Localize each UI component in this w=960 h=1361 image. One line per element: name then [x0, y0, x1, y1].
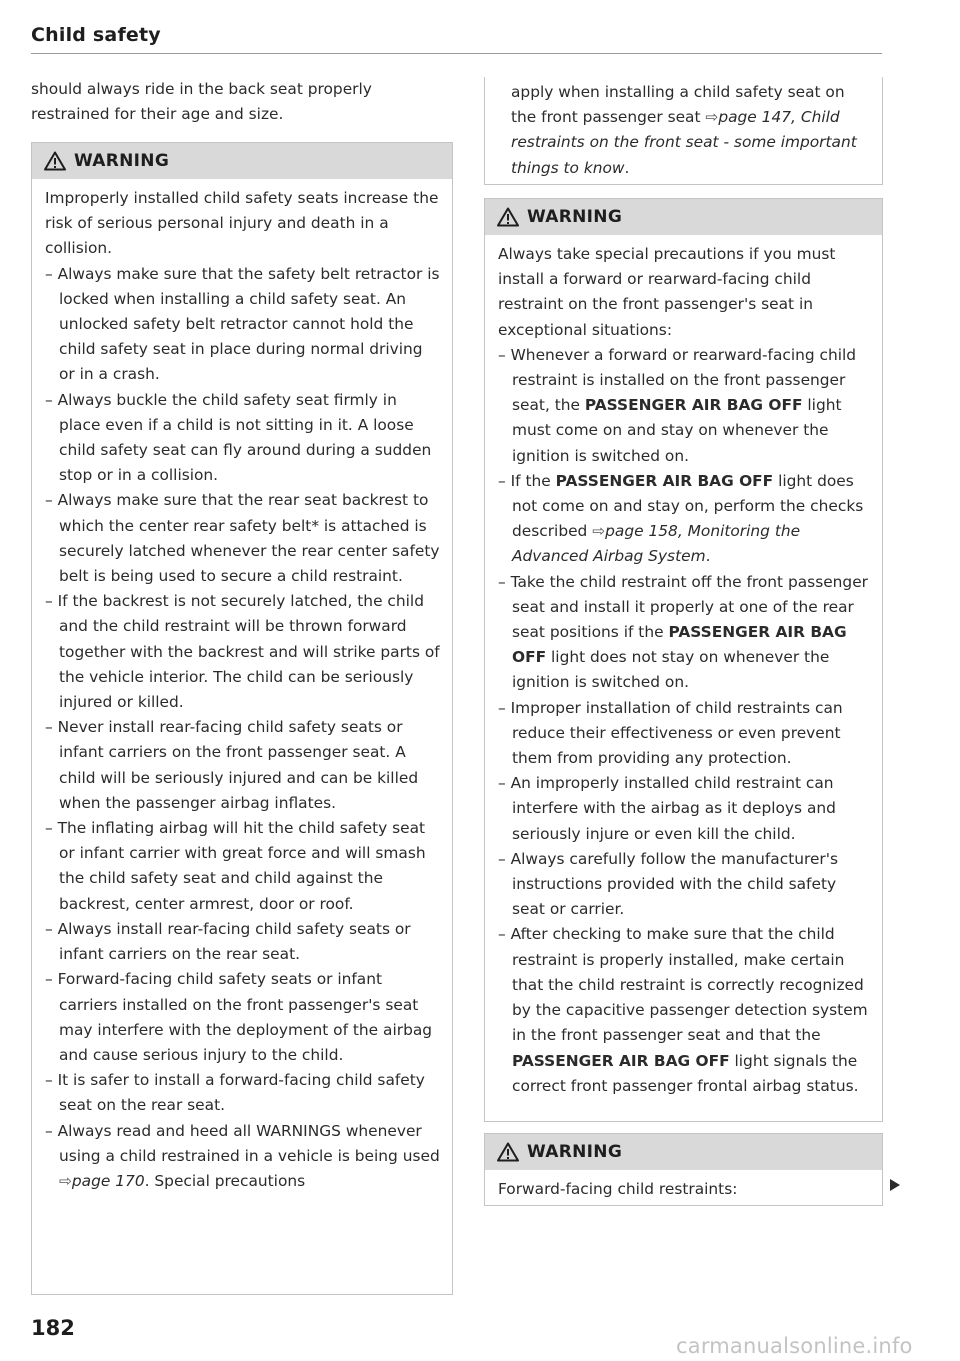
item-text: light does not stay on whenever the ignition is switched on.: [512, 648, 830, 692]
item-text: Whenever a forward or rearward-facing child restraint is installed on the front passenger seat, the: [510, 345, 857, 415]
item-text: light does not come on and stay on, perform the checks described: [512, 471, 864, 541]
continuation-text-start: apply when installing a child safety seat on the front passenger seat: [511, 83, 845, 127]
item-text: If the: [510, 471, 556, 490]
continue-arrow-icon: [888, 1178, 902, 1192]
warning-item: [498, 343, 870, 469]
airbag-off-indicator-text: PASSENGER AIR BAG OFF: [584, 396, 803, 415]
warning-body: [485, 235, 882, 1105]
arrow-right-icon: ⇨: [59, 1171, 72, 1190]
header-divider: [31, 53, 882, 54]
warning-item: – Always make sure that the safety belt retractor is locked when installing a child safety seat. An unlocked safety belt retractor cannot hold the child safety seat in place during normal driving or in a crash.: [45, 262, 440, 388]
airbag-off-indicator-text: PASSENGER AIR BAG OFF: [512, 623, 847, 667]
warning-intro: Always take special precautions if you must install a forward or rearward-facing child restraint on the front passenger's seat in exceptional situations:: [498, 245, 836, 339]
item-text: . Special precautions: [144, 1171, 306, 1190]
item-text: light must come on and stay on whenever the ignition is switched on.: [512, 396, 842, 465]
warning-box-left: [31, 142, 453, 1295]
warning-list: [45, 262, 440, 1195]
item-text: light signals the correct front passenger frontal airbag status.: [512, 1051, 859, 1095]
item-text: After checking to make sure that the child restraint is properly installed, make certain that the child restraint is correctly recognized by the capacitive passenger detection system in the front passenger seat and that the: [510, 925, 868, 1045]
page-reference-link[interactable]: page 170: [71, 1171, 145, 1190]
warning-triangle-icon: [497, 207, 519, 227]
warning-item: – Always buckle the child safety seat firmly in place even if a child is not sitting in it. A loose child safety seat can fly around during a sudden stop or in a collision.: [45, 388, 440, 489]
warning-intro: Improperly installed child safety seats increase the risk of serious personal injury and death in a collision.: [45, 189, 439, 258]
warning-box-bottom: [484, 1133, 883, 1206]
warning-box-right: [484, 198, 883, 1122]
watermark: carmanualsonline.info: [676, 1334, 913, 1358]
page-reference-link[interactable]: page 158, Monitoring the Advanced Airbag System: [512, 522, 801, 566]
warning-header: [32, 143, 452, 179]
continuation-text-end: .: [624, 158, 630, 177]
warning-item: [498, 469, 870, 570]
warning-item: – An improperly installed child restraint can interfere with the airbag as it deploys and seriously injure or even kill the child.: [498, 771, 870, 847]
warning-item: [498, 922, 870, 1098]
warning-item: [498, 570, 870, 696]
warning-label: WARNING: [74, 151, 170, 171]
intro-paragraph: should always ride in the back seat properly restrained for their age and size.: [31, 80, 372, 124]
item-text: Always read and heed all WARNINGS whenever using a child restrained in a vehicle is being used: [57, 1121, 440, 1165]
warning-label: WARNING: [527, 207, 623, 227]
item-text: Take the child restraint off the front passenger seat and install it properly at one of the rear seat positions if the: [510, 572, 869, 642]
warning-list: [498, 343, 870, 1099]
warning-header: [485, 1134, 882, 1170]
arrow-right-icon: ⇨: [592, 522, 606, 541]
warning-item: – If the backrest is not securely latched, the child and the child restraint will be thrown forward together with the backrest and will strike parts of the vehicle interior. The child can be seriously injured or killed.: [45, 589, 440, 715]
airbag-off-indicator-text: PASSENGER AIR BAG OFF: [512, 1051, 730, 1070]
warning-triangle-icon: [44, 151, 66, 171]
warning-label: WARNING: [527, 1142, 623, 1162]
item-text: .: [705, 547, 711, 566]
warning-item: – The inflating airbag will hit the child safety seat or infant carrier with great force and will smash the child safety seat and child against the backrest, center armrest, door or roof.: [45, 816, 440, 917]
continuation-text: [485, 77, 882, 181]
warning-continuation-box: [484, 77, 883, 185]
page-number: 182: [31, 1316, 75, 1340]
warning-body: [32, 179, 452, 1200]
warning-item: – It is safer to install a forward-facing child safety seat on the rear seat.: [45, 1068, 440, 1118]
arrow-right-icon: ⇨: [705, 108, 719, 127]
warning-item: [45, 1119, 440, 1195]
page-reference-link[interactable]: page 147, Child restraints on the front seat - some important things to know: [511, 108, 857, 177]
warning-triangle-icon: [497, 1142, 519, 1162]
warning-item: – Forward-facing child safety seats or infant carriers installed on the front passenger's seat may interfere with the deployment of the airbag and cause serious injury to the child.: [45, 967, 440, 1068]
warning-body: [485, 1170, 882, 1208]
warning-item: – Always install rear-facing child safety seats or infant carriers on the rear seat.: [45, 917, 440, 967]
warning-item: – Improper installation of child restraints can reduce their effectiveness or even prevent them from providing any protection.: [498, 696, 870, 772]
warning-item: – Always make sure that the rear seat backrest to which the center rear safety belt* is attached is securely latched whenever the rear center safety belt is being used to secure a child restraint.: [45, 488, 440, 589]
page-header-title: Child safety: [31, 24, 161, 46]
warning-item: – Always carefully follow the manufacturer's instructions provided with the child safety seat or carrier.: [498, 847, 870, 923]
warning-intro: Forward-facing child restraints:: [498, 1180, 738, 1198]
airbag-off-indicator-text: PASSENGER AIR BAG OFF: [555, 471, 774, 490]
warning-header: [485, 199, 882, 235]
warning-item: – Never install rear-facing child safety seats or infant carriers on the front passenger seat. A child will be seriously injured and can be killed when the passenger airbag inflates.: [45, 715, 440, 816]
